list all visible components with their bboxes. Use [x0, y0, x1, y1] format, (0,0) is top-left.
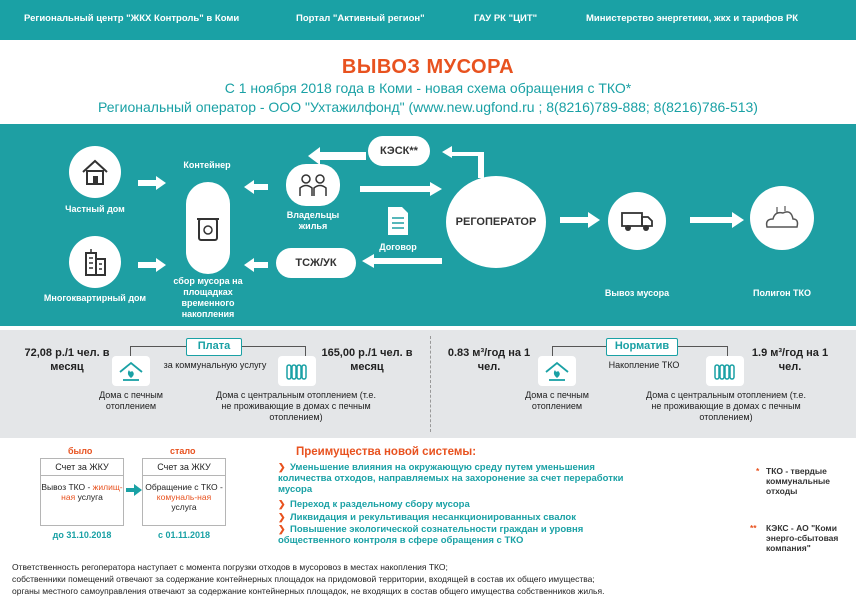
legend-kesk — [750, 523, 846, 553]
arrow-left-icon — [306, 144, 366, 166]
recycle-bin-icon — [196, 214, 220, 242]
advantage-item — [278, 512, 638, 523]
footer-line: Ответственность регоператора наступает с момента погрузки отходов в мусоровоз в местах накопления ТКО; — [12, 562, 448, 572]
bill-card-text: Вывоз ТКО - — [41, 482, 93, 492]
norm-left-value: 0.83 м³/год на 1 чел. — [447, 347, 531, 373]
house-icon — [80, 158, 110, 186]
payment-right-value: 165,00 р./1 чел. в месяц — [321, 347, 413, 373]
landfill-circle — [750, 186, 814, 250]
norm-right-value: 1.9 м³/год на 1 чел. — [751, 347, 829, 373]
was-label: было — [68, 446, 93, 456]
bill-card-text: услуга — [75, 492, 103, 502]
removal-label: Вывоз мусора — [604, 288, 670, 298]
tszh-uk-pill: ТСЖ/УК — [276, 248, 356, 278]
nav-link-zhkh-control[interactable]: Региональный центр "ЖКХ Контроль" в Коми — [24, 13, 240, 24]
asterisk-mark: * — [756, 466, 760, 476]
fire-house-icon — [544, 360, 570, 382]
advantage-item — [278, 462, 638, 495]
nav-link-ministry[interactable]: Министерство энергетики, жкх и тарифов РК — [586, 13, 799, 24]
kesk-pill: КЭСК** — [368, 136, 430, 166]
check-icon: ❯ — [278, 499, 286, 509]
private-house-label: Частный дом — [65, 204, 125, 214]
landfill-cloud-icon — [763, 205, 801, 231]
landfill-label: Полигон ТКО — [752, 288, 812, 298]
advantage-text: Уменьшение влияния на окружающую среду путем уменьшения количества отходов, направляемых на захоронение за счет переработки мусора — [278, 462, 624, 495]
bill-card-head: Счет за ЖКУ — [143, 459, 225, 476]
arrow-left-icon — [362, 254, 442, 268]
payment-norm-section — [0, 330, 856, 438]
asterisk-mark: ** — [750, 523, 757, 533]
collection-label: сбор мусора на площадках временного накопления — [173, 276, 243, 319]
date-after: с 01.11.2018 — [157, 530, 211, 540]
bill-card-text: услуга — [171, 502, 197, 512]
check-icon: ❯ — [278, 524, 286, 534]
private-house-circle — [69, 146, 121, 198]
advantage-text: Переход к раздельному сбору мусора — [290, 499, 470, 510]
legend-text: КЭКС - АО "Коми энерго-сбытовая компания" — [766, 523, 839, 553]
bill-card-body — [143, 476, 225, 512]
payment-left-value: 72,08 р./1 чел. в месяц — [24, 347, 110, 373]
advantage-item — [278, 499, 638, 510]
truck-circle — [608, 192, 666, 250]
radiator-icon — [712, 360, 738, 382]
apartment-circle — [69, 236, 121, 288]
page-subtitle: С 1 ноября 2018 года в Коми - новая схема обращения с ТКО* — [224, 80, 632, 96]
container-pill — [186, 182, 230, 274]
arrow-up-left-icon — [438, 138, 488, 178]
section-divider — [430, 336, 431, 432]
legend-text: ТКО - твердые коммунальные отходы — [766, 466, 831, 496]
norm-left-house: Дома с печным отоплением — [525, 390, 589, 411]
document-icon — [386, 206, 410, 236]
fire-house-icon — [118, 360, 144, 382]
check-icon: ❯ — [278, 462, 286, 472]
owners-label: Владельцы жилья — [286, 210, 340, 231]
arrow-right-icon — [690, 212, 744, 228]
bill-card-before — [40, 458, 124, 526]
arrow-left-icon — [244, 258, 268, 272]
now-label: стало — [170, 446, 196, 456]
apartment-label: Многоквартирный дом — [43, 293, 147, 303]
operator-info: Региональный оператор - ООО "Ухтажилфонд" (www.new.ugfond.ru ; 8(8216)789-888; 8(8216)786-513) — [98, 99, 758, 115]
arrow-right-icon — [360, 182, 442, 196]
arrow-left-icon — [244, 180, 268, 194]
advantages-title: Преимущества новой системы: — [296, 446, 477, 458]
norm-middle-text: Накопление ТКО — [608, 360, 680, 370]
date-before: до 31.10.2018 — [52, 530, 112, 540]
flow-diagram — [0, 124, 856, 326]
norm-tag: Норматив — [606, 338, 678, 356]
bill-card-text: Обращение с ТКО - — [145, 482, 223, 492]
apartment-building-icon — [80, 247, 110, 277]
owners-circle — [286, 164, 340, 206]
arrow-right-icon — [138, 258, 166, 272]
bill-card-head: Счет за ЖКУ — [41, 459, 123, 476]
payment-middle-text: за коммунальную услугу — [163, 360, 267, 370]
radiator-house-box — [706, 356, 744, 386]
nav-link-gau-cit[interactable]: ГАУ РК "ЦИТ" — [474, 13, 538, 24]
bill-card-after — [142, 458, 226, 526]
norm-right-house: Дома с центральным отоплением (т.е. не проживающие в домах с печным отоплением) — [646, 390, 806, 422]
people-icon — [296, 172, 330, 198]
regoperator-circle: РЕГОПЕРАТОР — [446, 176, 546, 268]
top-navigation — [0, 0, 856, 40]
stove-house-box — [112, 356, 150, 386]
footer-line: органы местного самоуправления отвечают за содержание контейнерных площадок, не входящих в состав общего имущества собственников жилья. — [12, 586, 605, 596]
footer-line: собственники помещений отвечают за содержание контейнерных площадок на придомовой территории, входящей в состав их общего имущества; — [12, 574, 595, 584]
advantage-text: Повышение экологической сознательности граждан и уровня общественного контроля в сфере обращения с ТКО — [278, 524, 584, 546]
page-title: ВЫВОЗ МУСОРА — [341, 56, 515, 78]
arrow-right-icon — [560, 212, 600, 228]
bill-card-highlight: жилищ-ная — [61, 482, 123, 502]
container-label: Контейнер — [183, 160, 231, 170]
legend-tko — [756, 466, 846, 496]
contract-label: Договор — [379, 242, 417, 252]
payment-right-house: Дома с центральным отоплением (т.е. не проживающие в домах с печным отоплением) — [216, 390, 376, 422]
payment-tag: Плата — [186, 338, 242, 356]
arrow-right-icon — [138, 176, 166, 190]
radiator-house-box — [278, 356, 316, 386]
advantage-item — [278, 524, 638, 546]
truck-icon — [620, 209, 654, 233]
check-icon: ❯ — [278, 512, 286, 522]
payment-left-house: Дома с печным отоплением — [99, 390, 163, 411]
nav-link-active-region[interactable]: Портал "Активный регион" — [296, 13, 425, 24]
radiator-icon — [284, 360, 310, 382]
bill-card-body — [41, 476, 123, 502]
stove-house-box — [538, 356, 576, 386]
bill-card-highlight: комуналь-ная — [156, 492, 212, 502]
advantage-text: Ликвидация и рекультивация несанкционированных свалок — [290, 512, 576, 523]
arrow-right-icon — [126, 484, 142, 496]
